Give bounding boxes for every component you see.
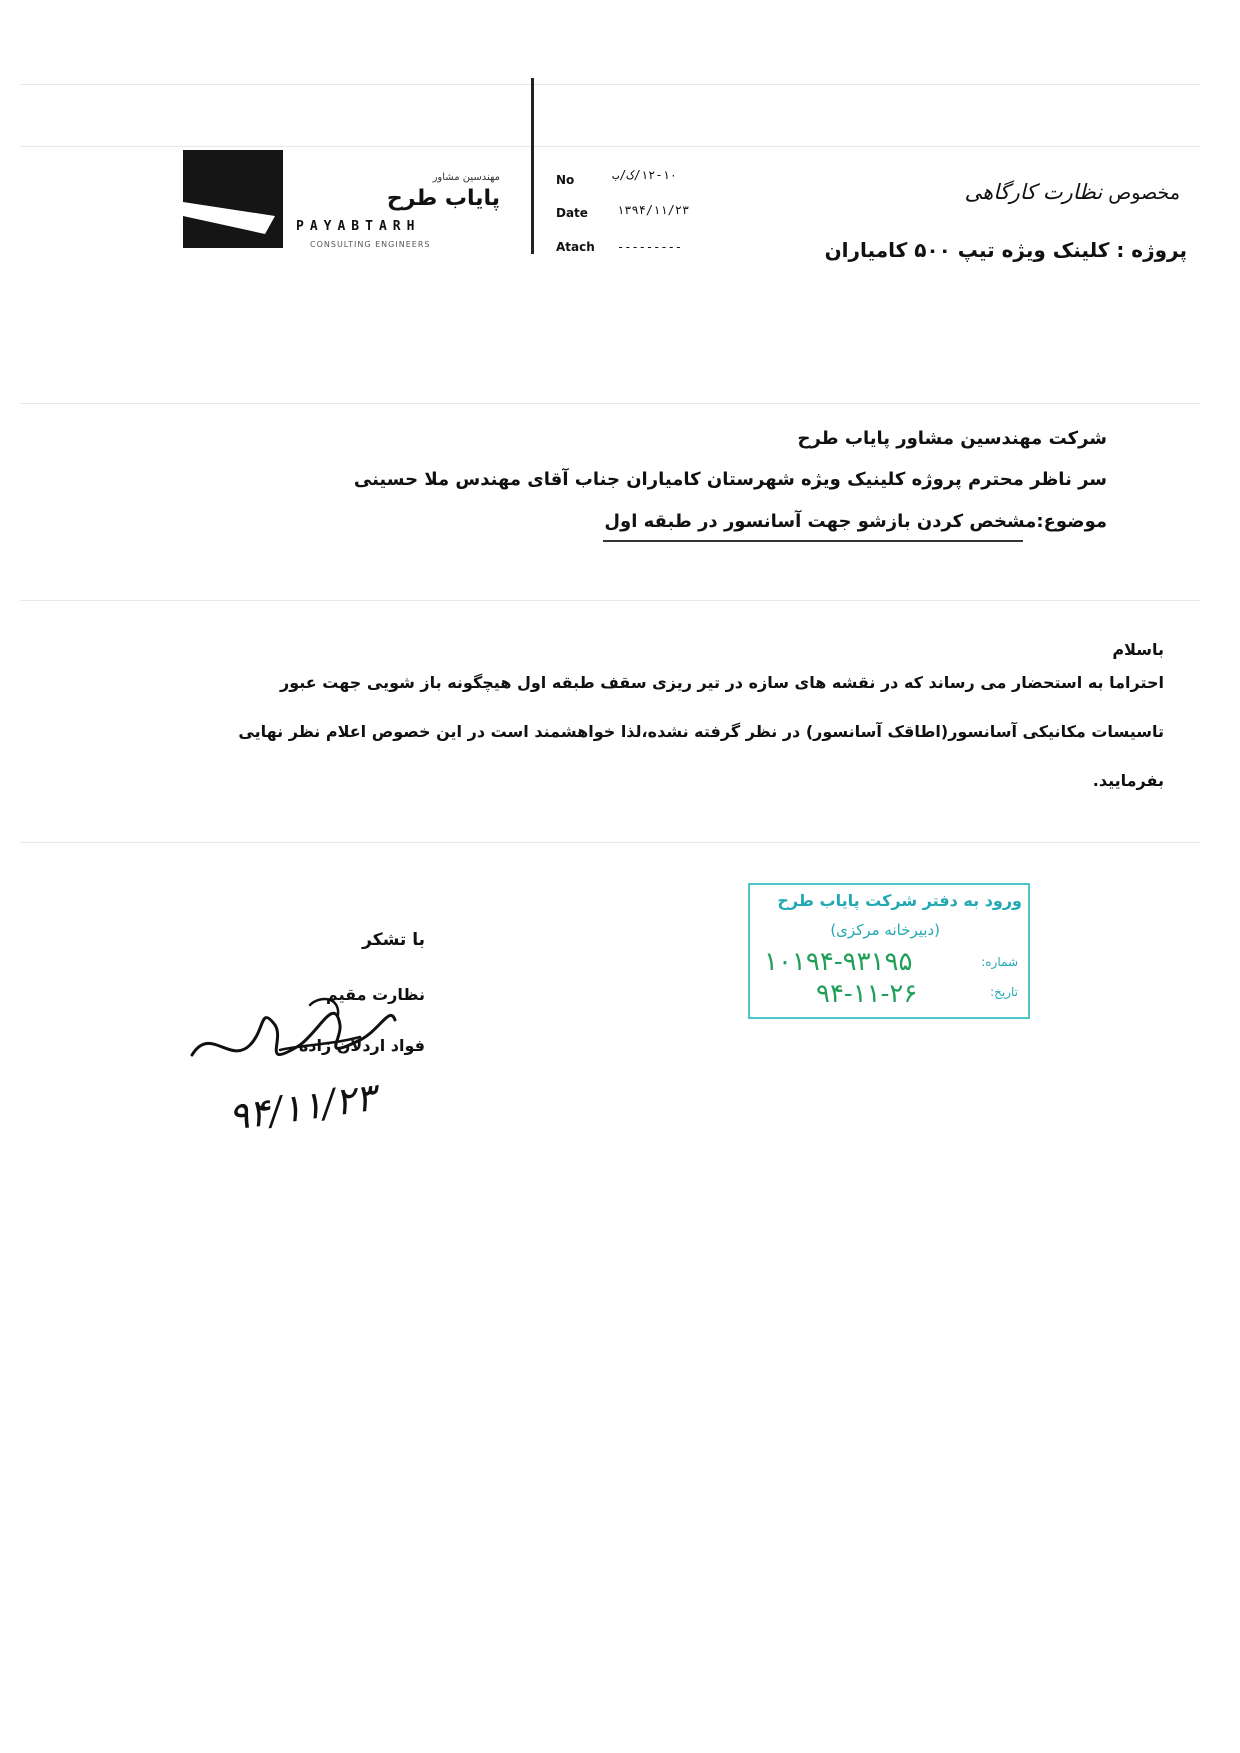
subject-line: موضوع:مشخص کردن بازشو جهت آسانسور در طبقه اول (604, 511, 1107, 532)
body-paragraph-line: احتراما به استحضار می رساند که در نقشه های سازه در تیر ریزی سقف طبقه اول هیچگونه باز شویی جهت عبور (280, 673, 1164, 692)
company-subtitle: CONSULTING ENGINEERS (310, 240, 431, 249)
company-latin-name: PAYABTARH (296, 219, 421, 234)
restricted-handwritten: نظارت کارگاهی (964, 180, 1103, 204)
stamp-date-value: ۹۴-۱۱-۲۶ (816, 979, 918, 1009)
letter-date-label: Date (556, 206, 588, 220)
logo-swoosh-icon (183, 150, 283, 248)
stamp-title: ورود به دفتر شرکت پایاب طرح (777, 891, 1022, 910)
company-logo (183, 150, 283, 248)
letter-date-value: ۱۳۹۴/۱۱/۲۳ (617, 203, 690, 217)
stamp-number-value: ۱۰۱۹۴-۹۳۱۹۵ (764, 947, 913, 977)
attachment-label: Atach (556, 240, 595, 254)
closing-phrase: با تشکر (362, 930, 425, 950)
restricted-prefix: مخصوص (1102, 182, 1180, 204)
scan-artifact-line (20, 600, 1200, 601)
attachment-value: --------- (617, 240, 683, 254)
handwritten-date: ۹۴/۱۱/۲۳ (225, 1074, 379, 1140)
letter-number-label: No (556, 173, 575, 187)
stamp-office: (دبیرخانه مرکزی) (830, 921, 940, 939)
body-paragraph-line: تاسیسات مکانیکی آسانسور(اطاقک آسانسور) در نظر گرفته نشده،لذا خواهشمند است در این خصوص اعلام نظر نهایی (238, 722, 1164, 741)
company-name: پایاب طرح (386, 186, 500, 211)
scan-artifact-line (20, 842, 1200, 843)
letterhead (0, 0, 1240, 280)
letter-number-value: ۱۲-۱۰/ک/ب (612, 168, 678, 182)
received-stamp (748, 883, 1030, 1019)
body-paragraph-line: بفرمایید. (1092, 771, 1164, 790)
stamp-date-label: تاریخ: (990, 985, 1018, 999)
project-title: پروژه : کلینک ویژه تیپ ۵۰۰ کامیاران (824, 238, 1187, 262)
handwritten-signature (190, 985, 430, 1165)
greeting: باسلام (1112, 640, 1164, 659)
company-descriptor: مهندسین مشاور (432, 172, 500, 183)
stamp-number-label: شماره: (981, 955, 1018, 969)
signer-name: فواد اردلان زاده (298, 1036, 425, 1055)
recipient-supervisor: سر ناظر محترم پروژه کلینیک ویژه شهرستان کامیاران جناب آقای مهندس ملا حسینی (353, 469, 1107, 490)
scan-artifact-line (20, 403, 1200, 404)
recipient-company: شرکت مهندسین مشاور پایاب طرح (797, 428, 1107, 449)
subject-underline (603, 540, 1023, 542)
signer-title: نظارت مقیم (326, 985, 425, 1004)
restricted-header (965, 180, 1180, 204)
header-divider (531, 78, 534, 254)
